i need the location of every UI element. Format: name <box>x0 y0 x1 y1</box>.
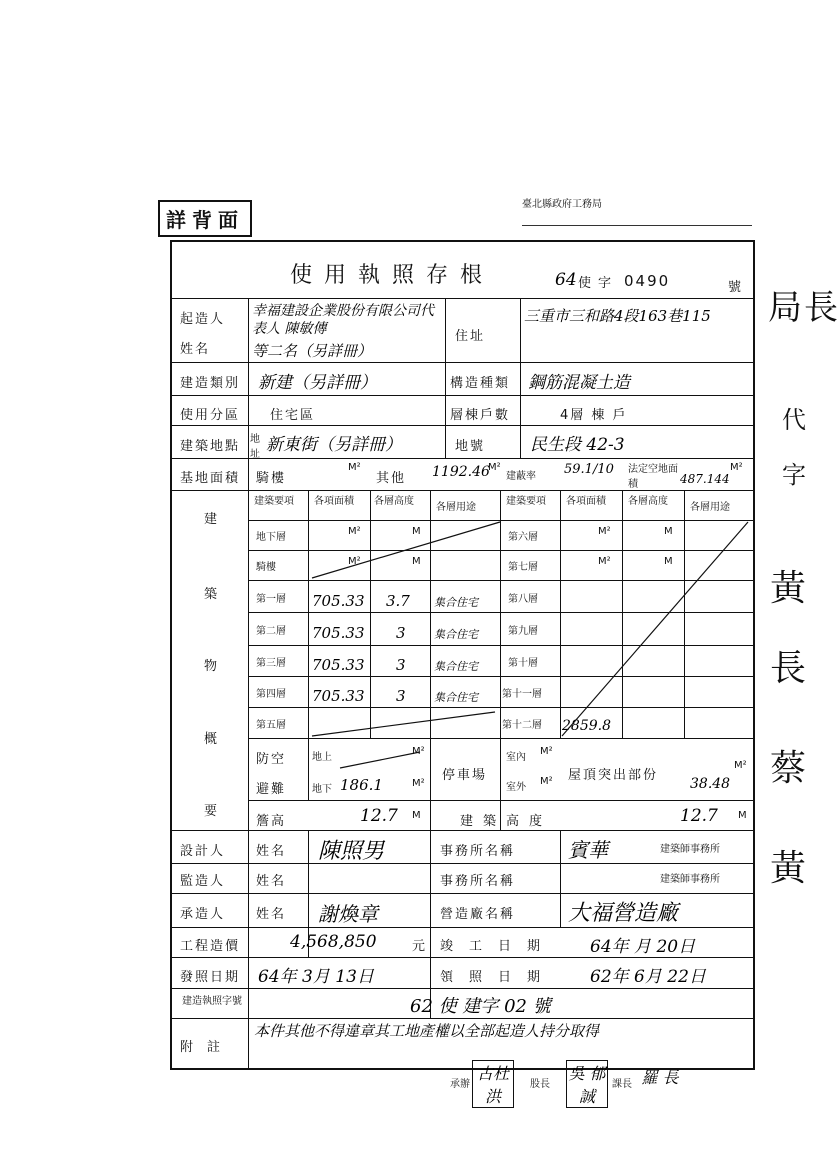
site-sub-label: 地址 <box>250 434 260 460</box>
address-value: 三重市三和路4段163巷115 <box>524 307 711 325</box>
col-height-right: 各層高度 <box>628 496 668 507</box>
other-unit: M² <box>488 462 501 473</box>
bottom-label-2: 課長 <box>612 1079 632 1090</box>
use-zone-label: 使用分區 <box>180 408 241 423</box>
row-right-0-label: 第六層 <box>508 532 538 543</box>
row-left-4-label: 第三層 <box>256 658 286 669</box>
supervisor-name-label: 姓名 <box>256 874 287 889</box>
unit-m-r6: M <box>664 526 673 537</box>
other-value: 1192.46 <box>432 464 490 480</box>
shelter-label-1: 防空 <box>256 752 287 767</box>
eave-value: 12.7 <box>360 806 398 826</box>
above-label: 地上 <box>312 752 332 763</box>
row-left-3-area: 705.33 <box>312 624 365 642</box>
building-side-2: 築 <box>204 587 220 602</box>
legal-open-unit: M² <box>730 462 743 473</box>
note-value: 本件其他不得違章其工地產權以全部起造人持分取得 <box>254 1022 600 1040</box>
permit-label: 建造執照字號 <box>182 996 242 1007</box>
issue-label: 發照日期 <box>180 970 241 985</box>
detail-back-stamp: 詳背面 <box>158 200 252 237</box>
bheight-value: 12.7 <box>680 806 718 826</box>
supervisor-office-label: 事務所名稱 <box>440 874 516 889</box>
form-number-suffix: 號 <box>728 280 744 295</box>
supervisor-label: 監造人 <box>180 874 226 889</box>
col-item-right: 建築要項 <box>506 496 546 507</box>
floors-label: 層棟戶數 <box>450 408 511 423</box>
margin-char-4: 長 <box>770 648 809 689</box>
lot-value: 民生段 42-3 <box>530 435 625 455</box>
base-area-label: 基地面積 <box>180 471 241 486</box>
site-label: 建築地點 <box>180 439 241 454</box>
unit-m2-r6: M² <box>598 526 611 537</box>
legal-open-value: 487.144 <box>680 472 730 486</box>
bottom-stamp-0: 古杜 洪 <box>472 1060 514 1108</box>
company-value: 大福營造廠 <box>568 901 679 926</box>
roof-value: 38.48 <box>690 776 731 792</box>
col-area-left: 各項面積 <box>314 496 354 507</box>
supervisor-office-value: 建築師事務所 <box>660 874 720 885</box>
site-value: 新東街（另詳冊） <box>266 435 402 455</box>
designer-value: 陳照男 <box>318 839 385 864</box>
issue-value: 64年 3月 13日 <box>258 967 374 987</box>
applicant-value: 幸福建設企業股份有限公司代表人 陳敏傳 <box>252 303 434 337</box>
address-label: 住址 <box>455 329 486 344</box>
building-side-3: 物 <box>204 659 220 674</box>
eave-unit: M <box>412 810 421 821</box>
designer-office-label: 事務所名稱 <box>440 844 516 859</box>
bottom-stamp-2: 羅 長 <box>641 1068 679 1087</box>
cost-label: 工程造價 <box>180 939 241 954</box>
row-right-6-area: 2859.8 <box>562 718 611 734</box>
row-left-2-use: 集合住宅 <box>434 596 478 609</box>
row-left-5-label: 第四層 <box>256 689 286 700</box>
unit-m-r7: M <box>664 556 673 567</box>
row-left-3-height: 3 <box>396 624 406 642</box>
cost-value: 4,568,850 <box>290 932 377 952</box>
unit-m-qilou: M <box>412 556 421 567</box>
designer-name-label: 姓名 <box>256 844 287 859</box>
indoor-label: 室內 <box>506 752 526 763</box>
margin-char-5: 蔡 <box>770 748 809 789</box>
use-zone-value: 住宅區 <box>270 408 316 423</box>
bottom-label-0: 承辦 <box>450 1079 470 1090</box>
row-left-3-use: 集合住宅 <box>434 628 478 641</box>
unit-m-b1: M <box>412 526 421 537</box>
contractor-name-label: 姓名 <box>256 907 287 922</box>
note-label: 附註 <box>180 1040 235 1055</box>
margin-char-2: 字 <box>782 461 808 489</box>
bottom-stamp-1: 吳 郁 誠 <box>566 1060 608 1108</box>
parking-label: 停車場 <box>442 768 488 783</box>
row-left-0-label: 地下層 <box>256 532 286 543</box>
build-type-label: 建造類別 <box>180 376 241 391</box>
above-unit: M² <box>412 746 425 757</box>
qilou-label: 騎樓 <box>256 471 287 486</box>
form-number-char1: 使 <box>578 276 594 291</box>
eave-label: 簷高 <box>256 814 287 829</box>
contractor-value: 謝煥章 <box>318 902 378 926</box>
build-type-value: 新建（另詳冊） <box>258 373 377 393</box>
col-use-left: 各層用途 <box>436 502 476 513</box>
unit-m2-r7: M² <box>598 556 611 567</box>
row-left-5-use: 集合住宅 <box>434 691 478 704</box>
structure-label: 構造種類 <box>450 376 511 391</box>
margin-char-6: 黃 <box>770 848 809 889</box>
coverage-value: 59.1/10 <box>564 462 614 477</box>
lot-label: 地號 <box>455 439 486 454</box>
building-side-1: 建 <box>204 512 220 527</box>
designer-label: 設計人 <box>180 844 226 859</box>
bheight-label: 建築高度 <box>460 814 553 829</box>
row-right-5-label: 第十一層 <box>502 689 542 700</box>
margin-char-0: 局長 <box>768 288 840 328</box>
row-right-1-label: 第七層 <box>508 562 538 573</box>
legal-open-label: 法定空地面積 <box>628 464 678 490</box>
outdoor-unit: M² <box>540 776 553 787</box>
designer-office-value: 賓華 <box>568 838 608 862</box>
building-side-5: 要 <box>204 804 220 819</box>
header-stamp: 臺北縣政府工務局 <box>522 195 752 226</box>
row-right-6-label: 第十二層 <box>502 720 542 731</box>
outdoor-label: 室外 <box>506 782 526 793</box>
row-right-3-label: 第九層 <box>508 626 538 637</box>
below-value: 186.1 <box>340 776 383 794</box>
row-left-2-area: 705.33 <box>312 592 365 610</box>
structure-value: 鋼筋混凝土造 <box>528 373 630 393</box>
coverage-label: 建蔽率 <box>506 471 536 482</box>
form-number-char2: 字 <box>598 276 614 291</box>
col-height-left: 各層高度 <box>374 496 414 507</box>
receive-label: 領照日期 <box>440 970 557 985</box>
roof-label: 屋頂突出部份 <box>568 768 659 783</box>
col-area-right: 各項面積 <box>566 496 606 507</box>
floors-value: 4層 棟 戶 <box>560 408 628 423</box>
row-right-4-label: 第十層 <box>508 658 538 669</box>
bottom-label-1: 股長 <box>530 1079 550 1090</box>
building-side-4: 概 <box>204 732 220 747</box>
row-left-4-height: 3 <box>396 656 406 674</box>
col-use-right: 各層用途 <box>690 502 730 513</box>
row-left-4-area: 705.33 <box>312 656 365 674</box>
contractor-label: 承造人 <box>180 907 226 922</box>
col-item-left: 建築要項 <box>254 496 294 507</box>
permit-value: 62 使 建字 02 號 <box>410 996 551 1017</box>
row-left-4-use: 集合住宅 <box>434 660 478 673</box>
qilou-unit: M² <box>348 462 361 473</box>
margin-char-3: 黃 <box>770 568 809 609</box>
form-number-prefix: 64 <box>555 270 577 290</box>
roof-unit: M² <box>734 760 747 771</box>
row-left-2-label: 第一層 <box>256 594 286 605</box>
margin-char-1: 代 <box>782 406 808 434</box>
unit-m2-qilou: M² <box>348 556 361 567</box>
designer-office-suffix: 建築師事務所 <box>660 844 720 855</box>
shelter-label-2: 避難 <box>256 782 287 797</box>
finish-label: 竣工日期 <box>440 939 557 954</box>
row-left-3-label: 第二層 <box>256 626 286 637</box>
applicant-label-2: 姓名 <box>180 342 211 357</box>
row-left-2-height: 3.7 <box>386 592 410 610</box>
form-number: 0490 <box>624 272 671 290</box>
below-unit: M² <box>412 778 425 789</box>
unit-m2-b1: M² <box>348 526 361 537</box>
other-label: 其他 <box>376 471 407 486</box>
row-left-5-area: 705.33 <box>312 687 365 705</box>
row-left-5-height: 3 <box>396 687 406 705</box>
form-title: 使用執照存根 <box>290 263 495 288</box>
row-left-6-label: 第五層 <box>256 720 286 731</box>
finish-value: 64年 月 20日 <box>590 937 696 957</box>
cost-unit: 元 <box>412 939 428 954</box>
applicant-label-1: 起造人 <box>180 312 226 327</box>
company-label: 營造廠名稱 <box>440 907 516 922</box>
applicant-value-2: 等二名（另詳冊） <box>252 342 373 360</box>
below-label: 地下 <box>312 784 332 795</box>
row-right-2-label: 第八層 <box>508 594 538 605</box>
bheight-unit: M <box>738 810 747 821</box>
row-left-1-label: 騎樓 <box>256 562 276 573</box>
indoor-unit: M² <box>540 746 553 757</box>
receive-value: 62年 6月 22日 <box>590 967 706 987</box>
